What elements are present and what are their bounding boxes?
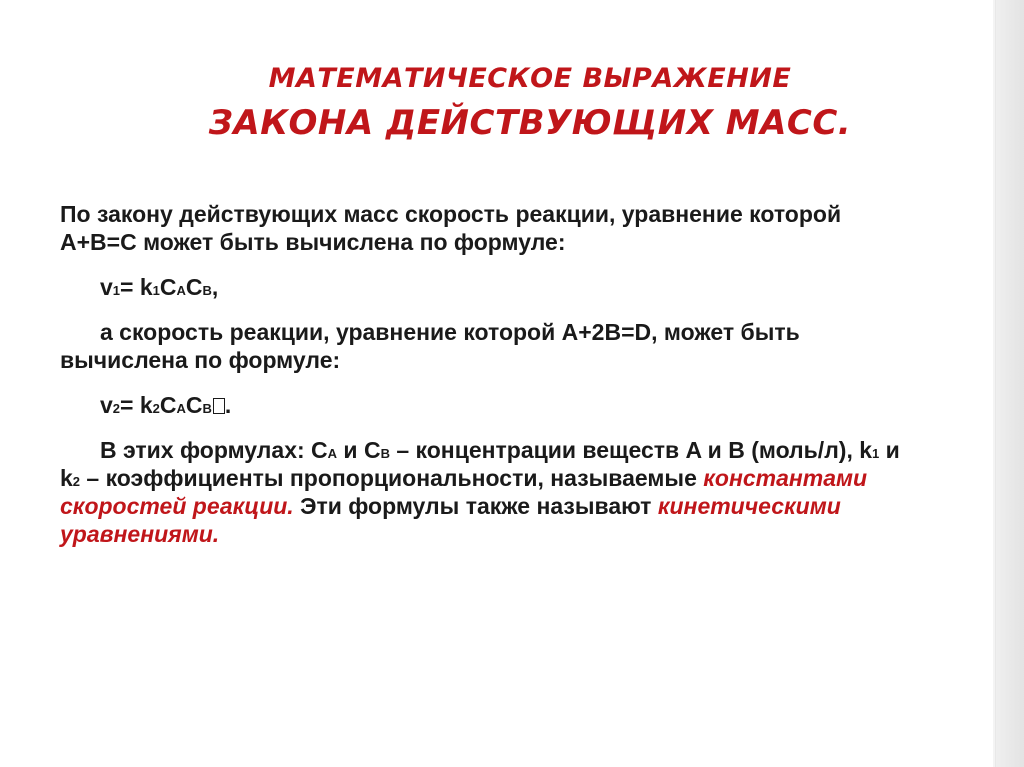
formula-1-ca: C (159, 274, 177, 300)
final-paragraph (60, 436, 905, 548)
final-part-5: – коэффициенты пропорциональности, называемые (80, 465, 704, 491)
formula-1-end: , (211, 274, 219, 300)
slide-title (150, 62, 910, 144)
formula-2-v-sub: 2 (112, 401, 121, 416)
formula-2 (60, 391, 905, 419)
formula-1-cb: C (185, 274, 203, 300)
formula-2-k-sub: 2 (152, 401, 160, 416)
title-line-2: ЗАКОНА ДЕЙСТВУЮЩИХ МАСС. (208, 103, 852, 143)
formula-1-cb-sub: B (202, 283, 212, 298)
slide-body (60, 200, 905, 548)
formula-2-ca: C (159, 392, 177, 418)
final-sub-k1: 1 (872, 446, 880, 461)
formula-1-v-sub: 1 (112, 283, 121, 298)
formula-2-cb: C (185, 392, 203, 418)
side-bar-gray (995, 0, 1024, 767)
final-part-4: и k (60, 437, 900, 491)
formula-1-k-sub: 1 (152, 283, 160, 298)
title-line-1: МАТЕМАТИЧЕСКОЕ ВЫРАЖЕНИЕ (268, 63, 792, 94)
second-paragraph: а скорость реакции, уравнение которой A+2B=D, может быть вычислена по формуле: (60, 319, 800, 373)
formula-2-eq: = k (120, 392, 153, 418)
formula-1-eq: = k (120, 274, 153, 300)
formula-1-v: v (100, 274, 113, 300)
final-part-2: и C (337, 437, 381, 463)
formula-1-ca-sub: A (176, 283, 186, 298)
formula-1 (60, 273, 905, 301)
highlight-rate-constants: константами скоростей реакции. (60, 465, 868, 519)
final-part-3: – концентрации веществ A и B (моль/л), k (389, 437, 873, 463)
final-sub-b: B (380, 446, 390, 461)
formula-2-ca-sub: A (176, 401, 186, 416)
intro-paragraph: По закону действующих масс скорость реакции, уравнение которой A+B=C может быть вычислена по формуле: (60, 201, 842, 255)
final-sub-k2: 2 (72, 474, 81, 489)
final-sub-a: A (327, 446, 338, 461)
formula-2-cb-sub: B (202, 401, 212, 416)
final-part-1: В этих формулах: C (100, 437, 328, 463)
final-part-6: Эти формулы также называют (293, 493, 658, 519)
formula-2-end: . (224, 392, 232, 418)
highlight-kinetic-equations: кинетическими уравнениями. (60, 493, 841, 547)
square-placeholder-icon (213, 398, 225, 414)
formula-2-v: v (100, 392, 113, 418)
